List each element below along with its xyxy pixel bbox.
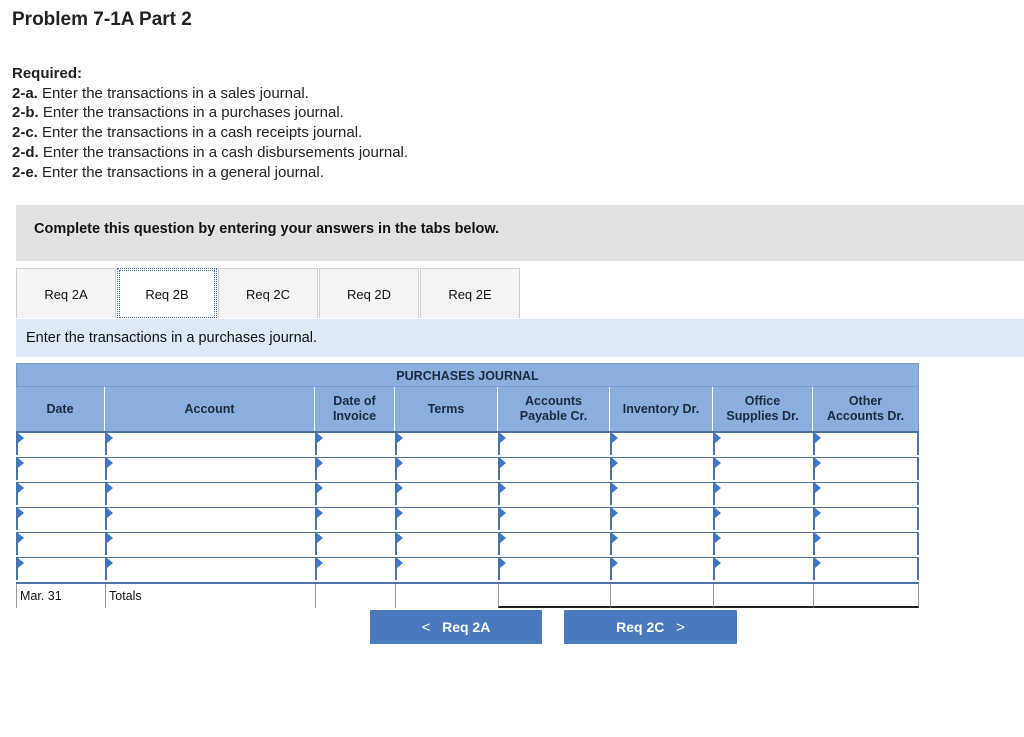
totals-row xyxy=(16,582,919,608)
tab-req-2c[interactable]: Req 2C xyxy=(218,268,318,318)
date-of-invoice-input[interactable] xyxy=(317,433,395,455)
account-input[interactable] xyxy=(107,558,315,580)
column-header-account: Account xyxy=(105,387,315,431)
account-input[interactable] xyxy=(107,433,315,455)
cell-office-supplies xyxy=(713,433,813,455)
required-section xyxy=(12,64,408,182)
terms-input[interactable] xyxy=(397,433,498,455)
office-supplies-input[interactable] xyxy=(715,533,813,555)
required-item-2c xyxy=(12,123,408,143)
column-header-date: Date xyxy=(16,387,105,431)
cell-account xyxy=(105,433,315,455)
cell-date-of-invoice xyxy=(315,533,395,555)
cell-other-accounts xyxy=(813,508,919,530)
inventory-input[interactable] xyxy=(612,433,713,455)
required-item-label: 2-c. xyxy=(12,124,38,142)
total-accounts-payable xyxy=(498,584,610,608)
cell-date xyxy=(16,558,105,580)
cell-accounts-payable xyxy=(498,558,610,580)
cell-accounts-payable xyxy=(498,508,610,530)
other-accounts-input[interactable] xyxy=(815,483,917,505)
other-accounts-input[interactable] xyxy=(815,508,917,530)
next-button-label: Req 2C xyxy=(616,619,665,635)
total-inventory xyxy=(610,584,713,608)
account-input[interactable] xyxy=(107,508,315,530)
accounts-payable-input[interactable] xyxy=(500,433,610,455)
cell-account xyxy=(105,508,315,530)
instruction-bar xyxy=(16,205,1024,261)
cell-account xyxy=(105,458,315,480)
cell-office-supplies xyxy=(713,558,813,580)
cell-date xyxy=(16,533,105,555)
required-item-label: 2-e. xyxy=(12,163,38,181)
inventory-input[interactable] xyxy=(612,483,713,505)
cell-accounts-payable xyxy=(498,433,610,455)
cell-terms xyxy=(395,508,498,530)
date-input[interactable] xyxy=(18,508,105,530)
required-item-label: 2-b. xyxy=(12,104,39,122)
date-input[interactable] xyxy=(18,433,105,455)
accounts-payable-input[interactable] xyxy=(500,458,610,480)
column-header-date-of-invoice: Date of Invoice xyxy=(315,387,395,431)
office-supplies-input[interactable] xyxy=(715,433,813,455)
column-header-terms: Terms xyxy=(395,387,498,431)
cell-other-accounts xyxy=(813,558,919,580)
required-item-text: Enter the transactions in a cash disbursements journal. xyxy=(38,143,409,161)
cell-date-of-invoice xyxy=(315,483,395,505)
journal-title: PURCHASES JOURNAL xyxy=(16,363,919,387)
cell-date-of-invoice xyxy=(315,458,395,480)
prev-button-label: Req 2A xyxy=(442,619,491,635)
cell-accounts-payable xyxy=(498,483,610,505)
cell-office-supplies xyxy=(713,458,813,480)
inventory-input[interactable] xyxy=(612,458,713,480)
total-other-accounts xyxy=(813,584,919,608)
required-item-label: 2-a. xyxy=(12,84,38,102)
date-of-invoice-input[interactable] xyxy=(317,558,395,580)
cell-date xyxy=(16,483,105,505)
required-item-text: Enter the transactions in a general journal. xyxy=(37,163,324,181)
terms-input[interactable] xyxy=(397,558,498,580)
office-supplies-input[interactable] xyxy=(715,558,813,580)
cell-terms xyxy=(395,458,498,480)
cell-office-supplies xyxy=(713,533,813,555)
cell-inventory xyxy=(610,483,713,505)
totals-label: Totals xyxy=(105,584,315,608)
other-accounts-input[interactable] xyxy=(815,458,917,480)
table-row xyxy=(16,482,919,507)
cell-inventory xyxy=(610,533,713,555)
inventory-input[interactable] xyxy=(612,508,713,530)
required-item-label: 2-d. xyxy=(12,143,39,161)
cell-terms xyxy=(395,558,498,580)
column-header-inventory: Inventory Dr. xyxy=(610,387,713,431)
cell-account xyxy=(105,558,315,580)
date-of-invoice-input[interactable] xyxy=(317,508,395,530)
date-of-invoice-input[interactable] xyxy=(317,458,395,480)
other-accounts-input[interactable] xyxy=(815,533,917,555)
cell-inventory xyxy=(610,458,713,480)
tab-req-2e[interactable]: Req 2E xyxy=(420,268,520,318)
terms-input[interactable] xyxy=(397,458,498,480)
total-office-supplies xyxy=(713,584,813,608)
cell-date xyxy=(16,433,105,455)
cell-date-of-invoice xyxy=(315,508,395,530)
table-row xyxy=(16,557,919,582)
totals-date: Mar. 31 xyxy=(16,584,105,608)
accounts-payable-input[interactable] xyxy=(500,533,610,555)
required-item-text: Enter the transactions in a sales journal. xyxy=(37,84,309,102)
required-item-2e xyxy=(12,163,408,183)
table-row xyxy=(16,507,919,532)
cell-other-accounts xyxy=(813,483,919,505)
journal-body xyxy=(16,433,919,582)
cell-account xyxy=(105,533,315,555)
journal-header-row xyxy=(16,387,919,431)
cell-terms xyxy=(395,433,498,455)
column-header-other-accounts: Other Accounts Dr. xyxy=(813,387,919,431)
date-input[interactable] xyxy=(18,533,105,555)
table-row xyxy=(16,532,919,557)
cell-office-supplies xyxy=(713,483,813,505)
date-input[interactable] xyxy=(18,558,105,580)
totals-empty-cell xyxy=(395,584,498,608)
cell-terms xyxy=(395,483,498,505)
inventory-input[interactable] xyxy=(612,533,713,555)
accounts-payable-input[interactable] xyxy=(500,508,610,530)
date-of-invoice-input[interactable] xyxy=(317,533,395,555)
tab-instruction-bar xyxy=(16,319,1024,357)
tab-instruction-text: Enter the transactions in a purchases journal. xyxy=(26,330,317,346)
accounts-payable-input[interactable] xyxy=(500,558,610,580)
cell-inventory xyxy=(610,558,713,580)
cell-date xyxy=(16,508,105,530)
column-header-office-supplies: Office Supplies Dr. xyxy=(713,387,813,431)
required-item-text: Enter the transactions in a purchases journal. xyxy=(38,104,344,122)
cell-account xyxy=(105,483,315,505)
tab-req-2d[interactable]: Req 2D xyxy=(319,268,419,318)
other-accounts-input[interactable] xyxy=(815,558,917,580)
account-input[interactable] xyxy=(107,458,315,480)
account-input[interactable] xyxy=(107,533,315,555)
cell-accounts-payable xyxy=(498,458,610,480)
terms-input[interactable] xyxy=(397,483,498,505)
office-supplies-input[interactable] xyxy=(715,458,813,480)
terms-input[interactable] xyxy=(397,508,498,530)
inventory-input[interactable] xyxy=(612,558,713,580)
totals-empty-cell xyxy=(315,584,395,608)
cell-inventory xyxy=(610,433,713,455)
cell-other-accounts xyxy=(813,533,919,555)
date-input[interactable] xyxy=(18,483,105,505)
office-supplies-input[interactable] xyxy=(715,508,813,530)
tab-req-2b[interactable]: Req 2B xyxy=(117,268,217,320)
chevron-right-icon: > xyxy=(676,619,685,636)
cell-terms xyxy=(395,533,498,555)
cell-date xyxy=(16,458,105,480)
accounts-payable-input[interactable] xyxy=(500,483,610,505)
required-item-2a xyxy=(12,84,408,104)
required-item-text: Enter the transactions in a cash receipts journal. xyxy=(37,124,363,142)
cell-office-supplies xyxy=(713,508,813,530)
instruction-text: Complete this question by entering your answers in the tabs below. xyxy=(34,221,500,237)
page-title: Problem 7-1A Part 2 xyxy=(12,9,192,30)
prev-req-2a-button[interactable] xyxy=(370,610,542,644)
cell-inventory xyxy=(610,508,713,530)
table-row xyxy=(16,457,919,482)
tab-req-2a[interactable]: Req 2A xyxy=(16,268,116,318)
other-accounts-input[interactable] xyxy=(815,433,917,455)
required-item-2d xyxy=(12,143,408,163)
table-row xyxy=(16,433,919,457)
cell-date-of-invoice xyxy=(315,433,395,455)
column-header-accounts-payable: Accounts Payable Cr. xyxy=(498,387,610,431)
cell-accounts-payable xyxy=(498,533,610,555)
office-supplies-input[interactable] xyxy=(715,483,813,505)
cell-other-accounts xyxy=(813,433,919,455)
cell-date-of-invoice xyxy=(315,558,395,580)
chevron-left-icon: < xyxy=(421,619,431,636)
account-input[interactable] xyxy=(107,483,315,505)
date-input[interactable] xyxy=(18,458,105,480)
required-heading: Required: xyxy=(12,65,83,82)
purchases-journal xyxy=(16,363,919,608)
required-item-2b xyxy=(12,103,408,123)
next-req-2c-button[interactable] xyxy=(564,610,737,644)
cell-other-accounts xyxy=(813,458,919,480)
terms-input[interactable] xyxy=(397,533,498,555)
date-of-invoice-input[interactable] xyxy=(317,483,395,505)
